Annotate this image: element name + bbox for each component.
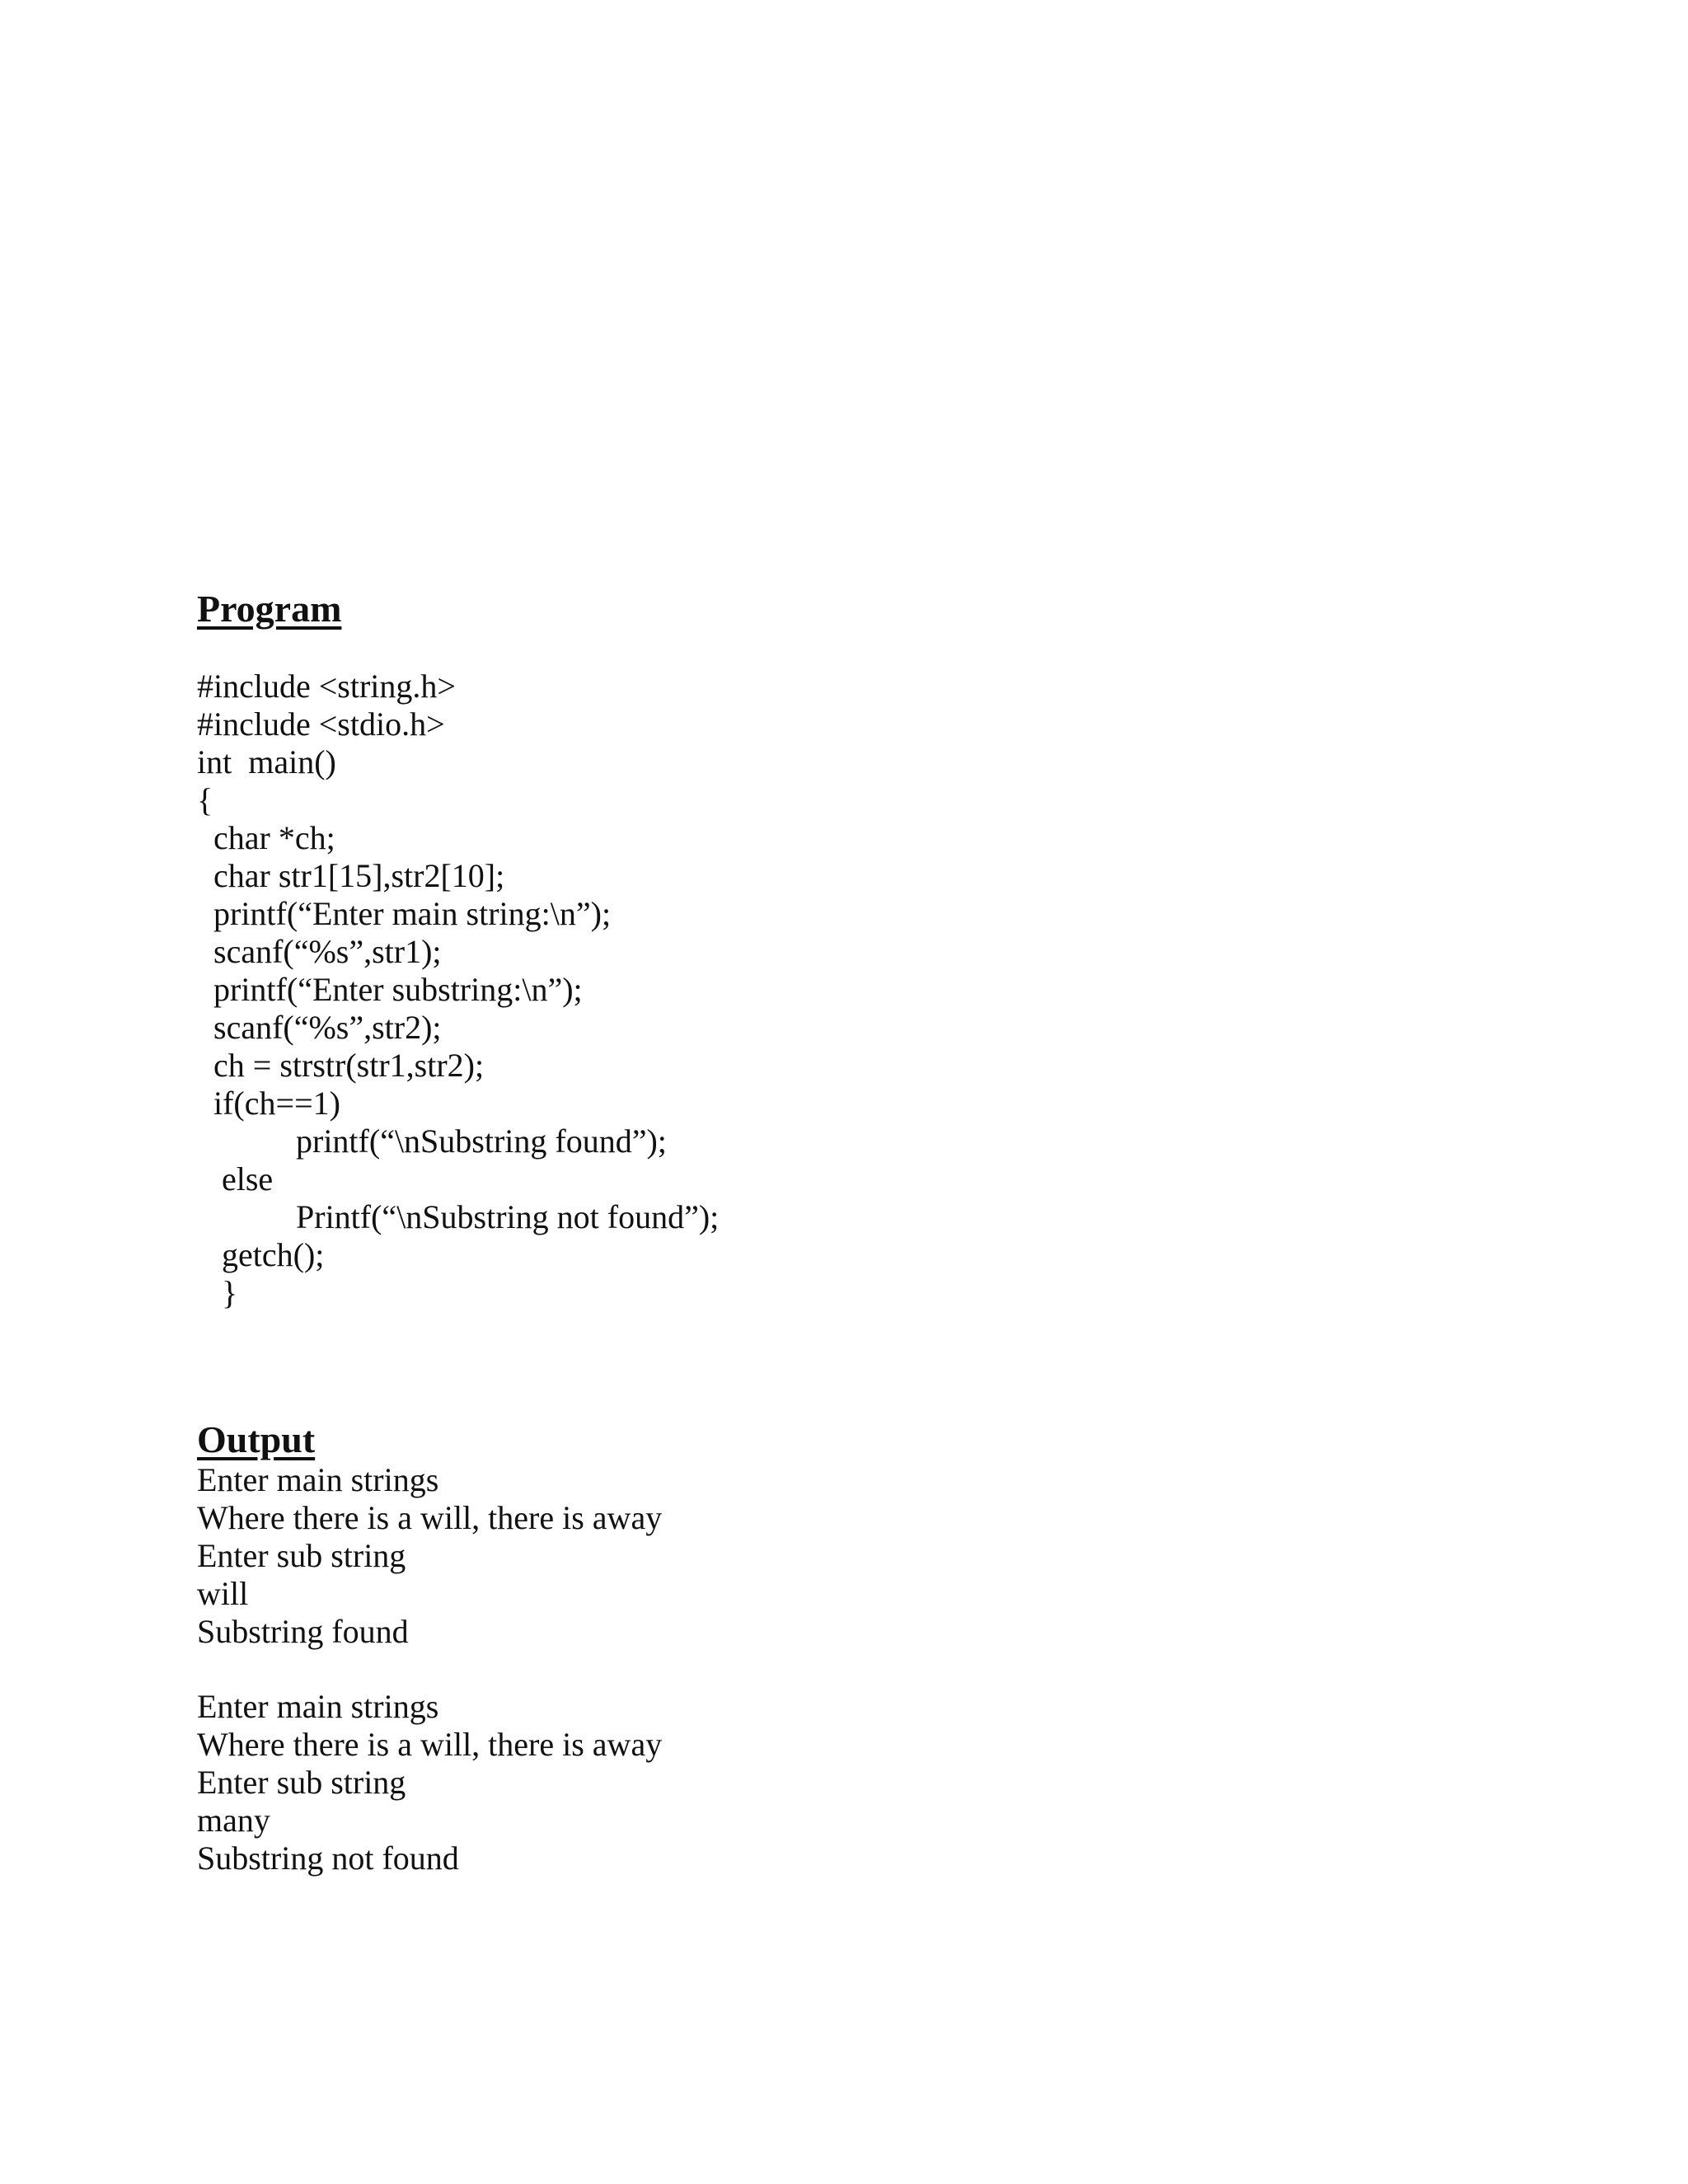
code-line: getch(); xyxy=(197,1236,325,1273)
code-line: #include <string.h> xyxy=(197,668,456,705)
output-run-2 xyxy=(197,1688,662,1877)
code-line: int main() xyxy=(197,743,336,780)
output-line: will xyxy=(197,1575,249,1612)
output-line: Enter main strings xyxy=(197,1461,439,1498)
code-line: scanf(“%s”,str1); xyxy=(197,933,442,970)
code-line: char *ch; xyxy=(197,819,335,856)
output-line: many xyxy=(197,1802,270,1839)
program-heading: Program xyxy=(197,588,342,630)
output-line: Enter sub string xyxy=(197,1764,406,1801)
code-listing xyxy=(197,668,719,1312)
code-line: ch = strstr(str1,str2); xyxy=(197,1047,485,1084)
code-line: scanf(“%s”,str2); xyxy=(197,1009,442,1046)
code-line: { xyxy=(197,781,213,818)
output-line: Substring found xyxy=(197,1613,409,1650)
code-line: #include <stdio.h> xyxy=(197,705,445,743)
code-line: printf(“Enter main string:\n”); xyxy=(197,895,612,932)
output-line: Where there is a will, there is away xyxy=(197,1499,663,1536)
code-line: printf(“Enter substring:\n”); xyxy=(197,971,583,1008)
code-line: else xyxy=(197,1160,274,1197)
code-line: Printf(“\nSubstring not found”); xyxy=(197,1198,720,1235)
output-line: Where there is a will, there is away xyxy=(197,1726,663,1763)
code-line: } xyxy=(197,1274,238,1311)
output-line: Substring not found xyxy=(197,1840,459,1877)
code-line: if(ch==1) xyxy=(197,1085,340,1122)
output-run-1 xyxy=(197,1461,662,1651)
output-line: Enter main strings xyxy=(197,1688,439,1725)
output-line: Enter sub string xyxy=(197,1537,406,1574)
code-line: char str1[15],str2[10]; xyxy=(197,857,505,894)
code-line: printf(“\nSubstring found”); xyxy=(197,1122,667,1160)
output-heading: Output xyxy=(197,1418,316,1460)
